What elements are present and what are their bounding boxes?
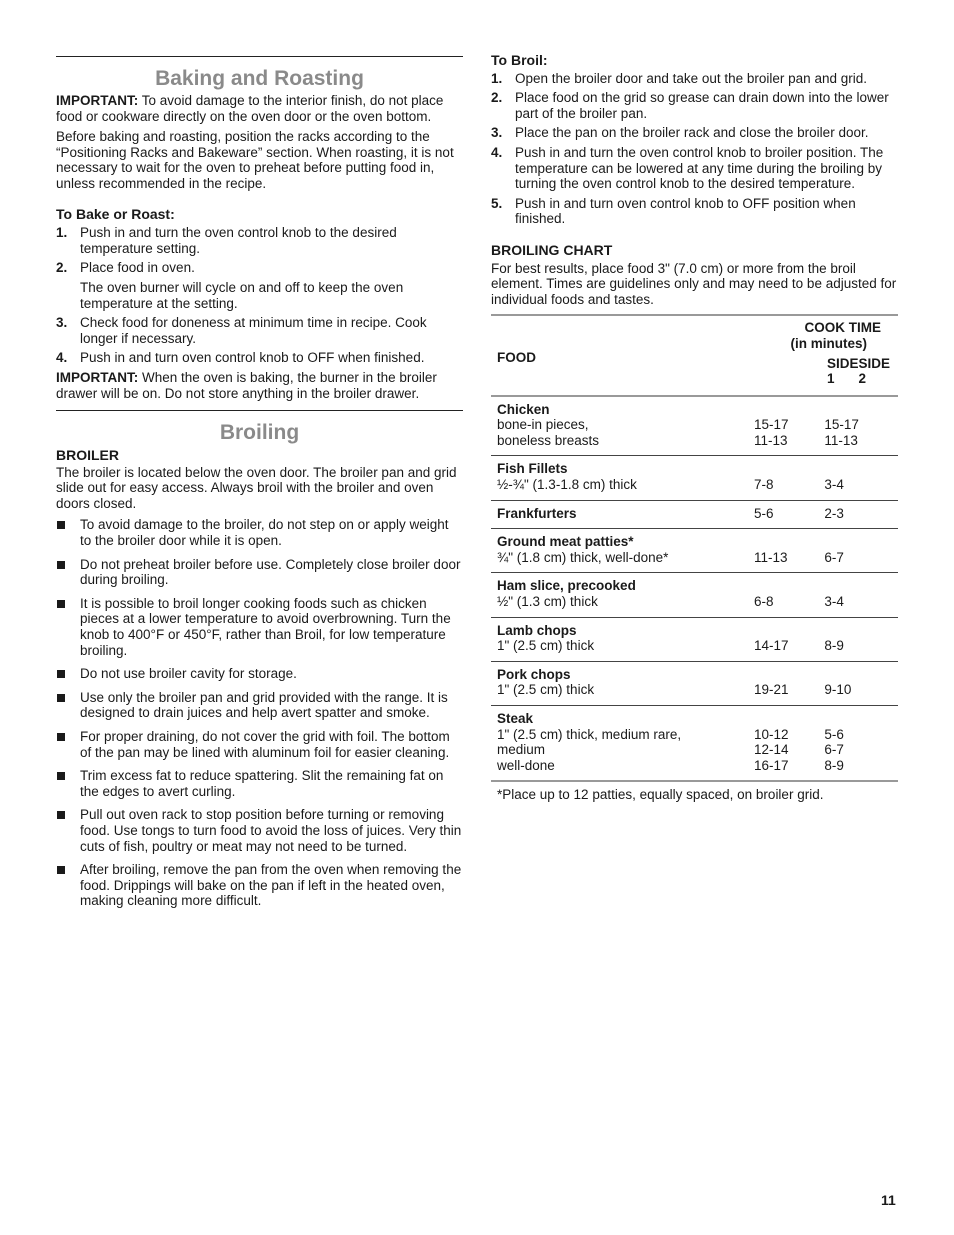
broil-step [491,145,898,192]
broiler-bullet [56,596,463,658]
side1-time: 16-17 [753,757,789,773]
broiler-bullet [56,768,463,799]
step-number: 3. [491,125,503,141]
chart-row [491,706,898,781]
side2-cell [818,661,898,705]
bullet-square-icon [57,733,65,741]
header-cook-time [748,315,898,395]
bake-step [56,315,463,346]
food-name: Pork chops [497,666,571,682]
food-desc: medium [497,742,546,758]
side2-time: 8-9 [824,638,844,654]
step-number: 2. [491,90,503,106]
bullet-text: To avoid damage to the broiler, do not step on or apply weight to the broiler door while it is open. [80,517,449,549]
page-number: 11 [881,1192,896,1208]
step-text: Push in and turn the oven control knob to the desired temperature setting. [80,225,397,256]
step-number: 4. [56,350,68,366]
bullet-text: Do not preheat broiler before use. Completely close broiler door during broiling. [80,556,461,588]
section-rule [56,410,463,411]
header-cook-time-sub: (in minutes) [790,335,867,351]
side2-cell [818,396,898,456]
food-desc: ¾" (1.8 cm) thick, well-done* [497,549,669,565]
chart-row [491,396,898,456]
step-number: 4. [491,144,503,160]
header-side1: SIDE 1 [826,355,859,387]
header-cook-time-label: COOK TIME [804,320,881,336]
chart-row [491,500,898,529]
side1-cell [748,706,818,781]
side2-time: 15-17 [824,417,859,433]
left-column [56,0,463,909]
broiling-chart-intro: For best results, place food 3" (7.0 cm) or more from the broil element. Times are guidelines only and may need to be adjusted for individual foods and tastes. [491,260,897,307]
broiler-bullet-list [56,517,463,908]
bullet-text: It is possible to broil longer cooking foods such as chicken pieces at a lower temperature to avoid overbrowning. Turn the knob to 400°F or 450°F, rather than Broil, for low temperature broiling. [80,595,451,658]
side2-time: 5-6 [824,726,844,742]
food-desc: bone-in pieces, [497,417,589,433]
spacer [754,534,812,550]
side1-time: 14-17 [753,638,789,654]
important-text: When the oven is baking, the burner in the broiler drawer will be on. Do not store anything in the broiler drawer. [56,369,437,401]
broil-step [491,71,898,87]
bullet-square-icon [57,600,65,608]
chart-bottom-rule [491,780,898,782]
chart-row [491,617,898,661]
step-text: Push in and turn oven control knob to OFF position when finished. [515,195,856,227]
broiler-bullet [56,557,463,588]
side1-cell [748,661,818,705]
spacer [754,461,812,477]
side1-cell [748,396,818,456]
step-number: 3. [56,315,68,331]
step-text: Push in and turn oven control knob to OFF when finished. [80,350,425,366]
side1-cell [748,529,818,573]
food-name: Ham slice, precooked [497,578,636,594]
spacer [754,711,812,727]
side2-time: 6-7 [824,549,844,565]
broiler-bullet [56,862,463,909]
step-number: 5. [491,195,503,211]
step-text: Push in and turn the oven control knob to broiler position. The temperature can be lowered at any time during the broiling by turning the oven control knob to the desired temperature. [515,144,884,192]
step-number: 2. [56,260,68,276]
food-name: Chicken [497,401,550,417]
side2-cell [818,529,898,573]
spacer [824,711,892,727]
bake-steps-list [56,225,463,366]
food-cell [491,396,748,456]
side2-time: 3-4 [824,477,844,493]
side2-cell [818,617,898,661]
food-cell [491,617,748,661]
to-broil-title: To Broil: [491,52,548,68]
side1-cell [748,617,818,661]
chart-row [491,529,898,573]
baking-important-note-2 [56,370,463,401]
top-rule [56,56,463,57]
bullet-text: Do not use broiler cavity for storage. [80,666,297,682]
chart-row [491,456,898,500]
side2-time: 9-10 [824,682,852,698]
bullet-text: Use only the broiler pan and grid provided with the range. It is designed to drain juices and help avert spatter and smoke. [80,689,448,721]
side2-time: 6-7 [824,742,844,758]
step-text: Place the pan on the broiler rack and close the broiler door. [515,125,869,141]
header-sides [754,356,890,387]
chart-row [491,661,898,705]
important-label: IMPORTANT: [56,369,139,385]
baking-intro: Before baking and roasting, position the racks according to the “Positioning Racks and Bakeware” section. When roasting, it is not necessary to wait for the oven to preheat before putting food in, unless recommended in the recipe. [56,129,454,191]
bake-step [56,350,463,366]
step-number: 1. [491,70,503,86]
broiler-intro: The broiler is located below the oven door. The broiler pan and grid slide out for easy access. Always broil with the broiler and oven doors closed. [56,464,457,511]
important-label: IMPORTANT: [56,93,139,108]
bullet-square-icon [57,866,65,874]
step-note: The oven burner will cycle on and off to keep the oven temperature at the setting. [80,279,404,311]
broil-steps-list [491,71,898,227]
side2-cell [818,500,898,529]
food-desc: ½" (1.3 cm) thick [497,594,598,610]
side1-time: 15-17 [753,417,789,433]
side1-time: 11-13 [753,549,788,565]
bullet-text: Pull out oven rack to stop position before turning or removing food. Use tongs to turn food to avoid the loss of juices. Very thin cuts of fish, poultry or meat may not need to be turned. [80,807,462,854]
header-food [491,315,748,395]
side2-cell [818,456,898,500]
food-name: Fish Fillets [497,461,568,477]
broiler-bullet [56,517,463,548]
spacer [824,402,892,418]
bullet-square-icon [57,670,65,678]
broiler-bullet [56,690,463,721]
bake-step [56,260,463,311]
bullet-square-icon [57,694,65,702]
food-name: Ground meat patties* [497,534,634,550]
spacer [824,667,892,683]
bake-steps-title: To Bake or Roast: [56,205,175,222]
side1-time: 12-14 [753,742,789,758]
broiling-chart-title: BROILING CHART [491,241,613,258]
spacer [824,623,892,639]
step-text: Check food for doneness at minimum time in recipe. Cook longer if necessary. [80,315,427,346]
spacer [754,623,812,639]
baking-title: Baking and Roasting [155,67,364,90]
side1-time: 10-12 [753,726,789,742]
side1-time: 5-6 [753,505,774,521]
spacer [824,534,892,550]
baking-important-note [56,93,463,124]
side1-time: 19-21 [753,682,789,698]
side1-cell [748,573,818,617]
bullet-text: Trim excess fat to reduce spattering. Slit the remaining fat on the edges to avert curling. [80,768,444,799]
bullet-text: For proper draining, do not cover the grid with foil. The bottom of the pan may be lined with aluminum foil for easier cleaning. [80,729,450,760]
broiler-bullet [56,729,463,760]
spacer [754,402,812,418]
broiling-title: Broiling [219,421,300,445]
important-text: To avoid damage to the interior finish, do not place food or cookware directly on the oven door or the oven bottom. [56,93,444,124]
food-cell [491,573,748,617]
side2-time: 3-4 [824,594,844,610]
food-cell [491,456,748,500]
step-text: Place food on the grid so grease can drain down into the lower part of the broiler pan. [515,90,889,121]
bullet-text: After broiling, remove the pan from the oven when removing the food. Drippings will bake on the pan if left in the heated oven, making cleaning more difficult. [80,862,462,909]
food-desc: 1" (2.5 cm) thick, medium rare, [497,726,682,742]
side1-time: 6-8 [753,594,774,610]
food-cell [491,500,748,529]
step-text: Place food in oven. [80,260,195,276]
side2-time: 2-3 [824,505,844,521]
chart-row [491,573,898,617]
spacer [754,578,812,594]
food-desc: 1" (2.5 cm) thick [497,638,595,654]
broiler-bullet [56,807,463,854]
side1-cell [748,456,818,500]
broil-step [491,90,898,121]
food-desc: ½-¾" (1.3-1.8 cm) thick [497,477,637,493]
food-cell [491,661,748,705]
broiling-chart-table [491,314,898,780]
spacer [824,578,892,594]
step-number: 1. [56,225,68,241]
broiler-title: BROILER [56,447,119,464]
side1-time: 7-8 [753,477,774,493]
spacer [754,667,812,683]
side2-time: 11-13 [824,432,858,448]
bake-step [56,225,463,256]
bullet-square-icon [57,521,65,529]
food-desc: 1" (2.5 cm) thick [497,682,595,698]
side2-cell [818,573,898,617]
bullet-square-icon [57,811,65,819]
spacer [824,461,892,477]
header-food-label: FOOD [497,350,536,366]
food-name: Lamb chops [497,622,577,638]
chart-header-row [491,315,898,395]
side2-time: 8-9 [824,757,844,773]
food-cell [491,529,748,573]
header-side2: SIDE 2 [858,355,890,387]
broiler-bullet [56,666,463,682]
step-text: Open the broiler door and take out the broiler pan and grid. [515,70,867,86]
right-column [491,0,898,803]
broil-step [491,125,898,141]
broil-step [491,196,898,227]
side1-cell [748,500,818,529]
bullet-square-icon [57,772,65,780]
food-desc: well-done [497,757,555,773]
food-name: Frankfurters [497,505,577,521]
chart-footnote: *Place up to 12 patties, equally spaced, on broiler grid. [497,787,824,803]
food-name: Steak [497,711,534,726]
food-desc: boneless breasts [497,432,600,448]
side2-cell [818,706,898,781]
food-cell [491,706,748,781]
side1-time: 11-13 [753,432,788,448]
bullet-square-icon [57,561,65,569]
